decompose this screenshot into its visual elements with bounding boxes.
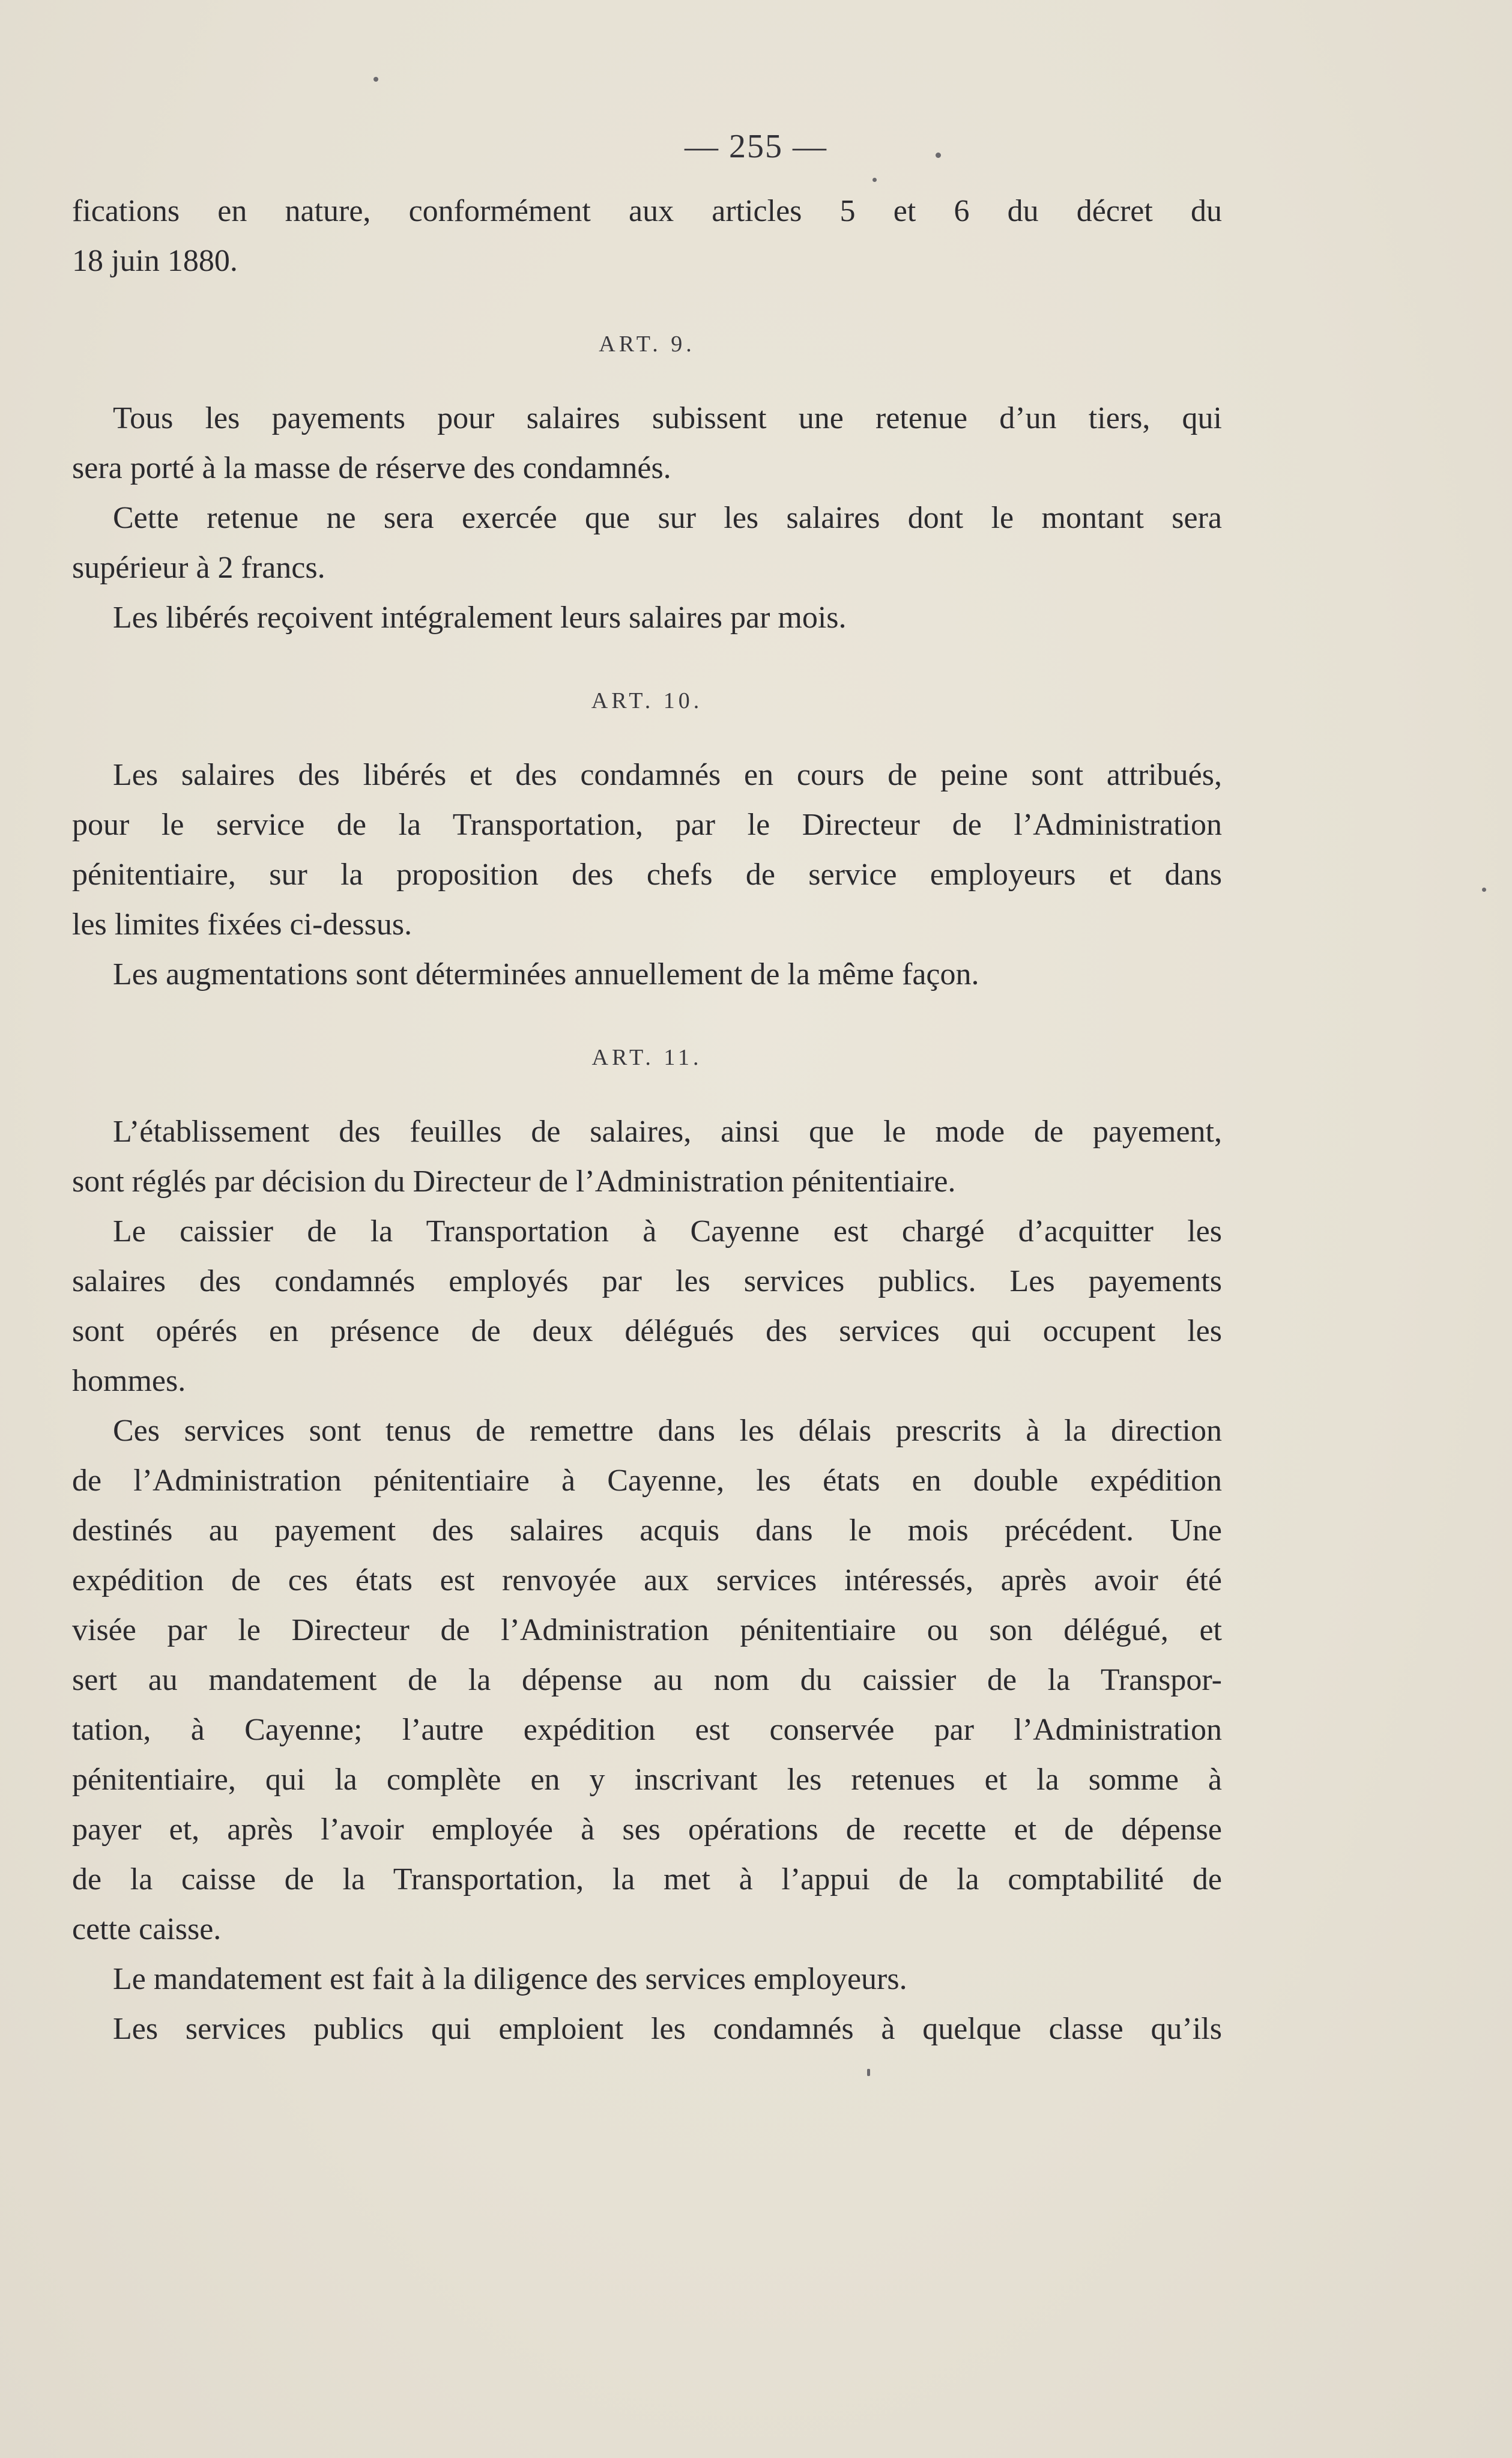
text-line: de l’Administration pénitentiaire à Cayenne, les états en double expédition [72, 1464, 1222, 1498]
text-line: L’établissement des feuilles de salaires, ainsi que le mode de payement, [113, 1115, 1222, 1149]
article-heading: ART. 10. [591, 688, 703, 713]
text-line: Les libérés reçoivent intégralement leurs salaires par mois. [113, 601, 847, 635]
text-line: payer et, après l’avoir employée à ses opérations de recette et de dépense [72, 1812, 1222, 1847]
text-line: destinés au payement des salaires acquis dans le mois précédent. Une [72, 1513, 1222, 1548]
print-speck [872, 178, 877, 182]
spacer [72, 999, 1222, 1033]
text-line: pénitentiaire, sur la proposition des chefs de service employeurs et dans [72, 858, 1222, 892]
text-line: Ces services sont tenus de remettre dans les délais prescrits à la direction [113, 1414, 1222, 1448]
text-line: salaires des condamnés employés par les services publics. Les payements [72, 1264, 1222, 1298]
spacer [72, 286, 1222, 319]
print-speck [373, 77, 378, 82]
article-heading: ART. 9. [599, 331, 695, 357]
text-line: hommes. [72, 1364, 186, 1398]
text-line: pour le service de la Transportation, par le Directeur de l’Administration [72, 808, 1222, 842]
text-line: pénitentiaire, qui la complète en y inscrivant les retenues et la somme à [72, 1763, 1222, 1797]
text-line: fications en nature, conformément aux articles 5 et 6 du décret du [72, 194, 1222, 228]
text-line: expédition de ces états est renvoyée aux services intéressés, après avoir été [72, 1563, 1222, 1597]
text-line: sera porté à la masse de réserve des condamnés. [72, 451, 671, 485]
text-line: Cette retenue ne sera exercée que sur les salaires dont le montant sera [113, 501, 1222, 535]
spacer [72, 726, 1222, 750]
text-line: Le caissier de la Transportation à Cayenne est chargé d’acquitter les [113, 1214, 1222, 1249]
text-line: de la caisse de la Transportation, la met à l’appui de la comptabilité de [72, 1862, 1222, 1896]
print-speck [936, 153, 941, 158]
text-line: visée par le Directeur de l’Administration pénitentiaire ou son délégué, et [72, 1613, 1222, 1647]
text-line: tation, à Cayenne; l’autre expédition est conservée par l’Administration [72, 1713, 1222, 1747]
text-line: supérieur à 2 francs. [72, 551, 325, 585]
text-line: les limites fixées ci-dessus. [72, 907, 413, 942]
print-speck [867, 2069, 870, 2076]
body-text [72, 186, 1222, 2054]
spacer [72, 1083, 1222, 1107]
text-line: Les services publics qui emploient les condamnés à quelque classe qu’ils [113, 2012, 1222, 2046]
text-line: sont opérés en présence de deux délégués des services qui occupent les [72, 1314, 1222, 1348]
text-line: Les augmentations sont déterminées annuellement de la même façon. [113, 957, 979, 991]
text-line: sert au mandatement de la dépense au nom du caissier de la Transpor- [72, 1663, 1222, 1697]
page-number: — 255 — [685, 128, 827, 165]
text-line: Les salaires des libérés et des condamnés en cours de peine sont attribués, [113, 758, 1222, 792]
text-line: sont réglés par décision du Directeur de l’Administration pénitentiaire. [72, 1164, 956, 1199]
text-line: Tous les payements pour salaires subissent une retenue d’un tiers, qui [113, 401, 1222, 435]
spacer [72, 369, 1222, 393]
text-line: cette caisse. [72, 1912, 222, 1946]
article-heading: ART. 11. [591, 1045, 703, 1070]
spacer [72, 643, 1222, 676]
text-line: Le mandatement est fait à la diligence des services employeurs. [113, 1962, 907, 1996]
print-speck [1482, 888, 1486, 892]
text-line: 18 juin 1880. [72, 244, 238, 278]
